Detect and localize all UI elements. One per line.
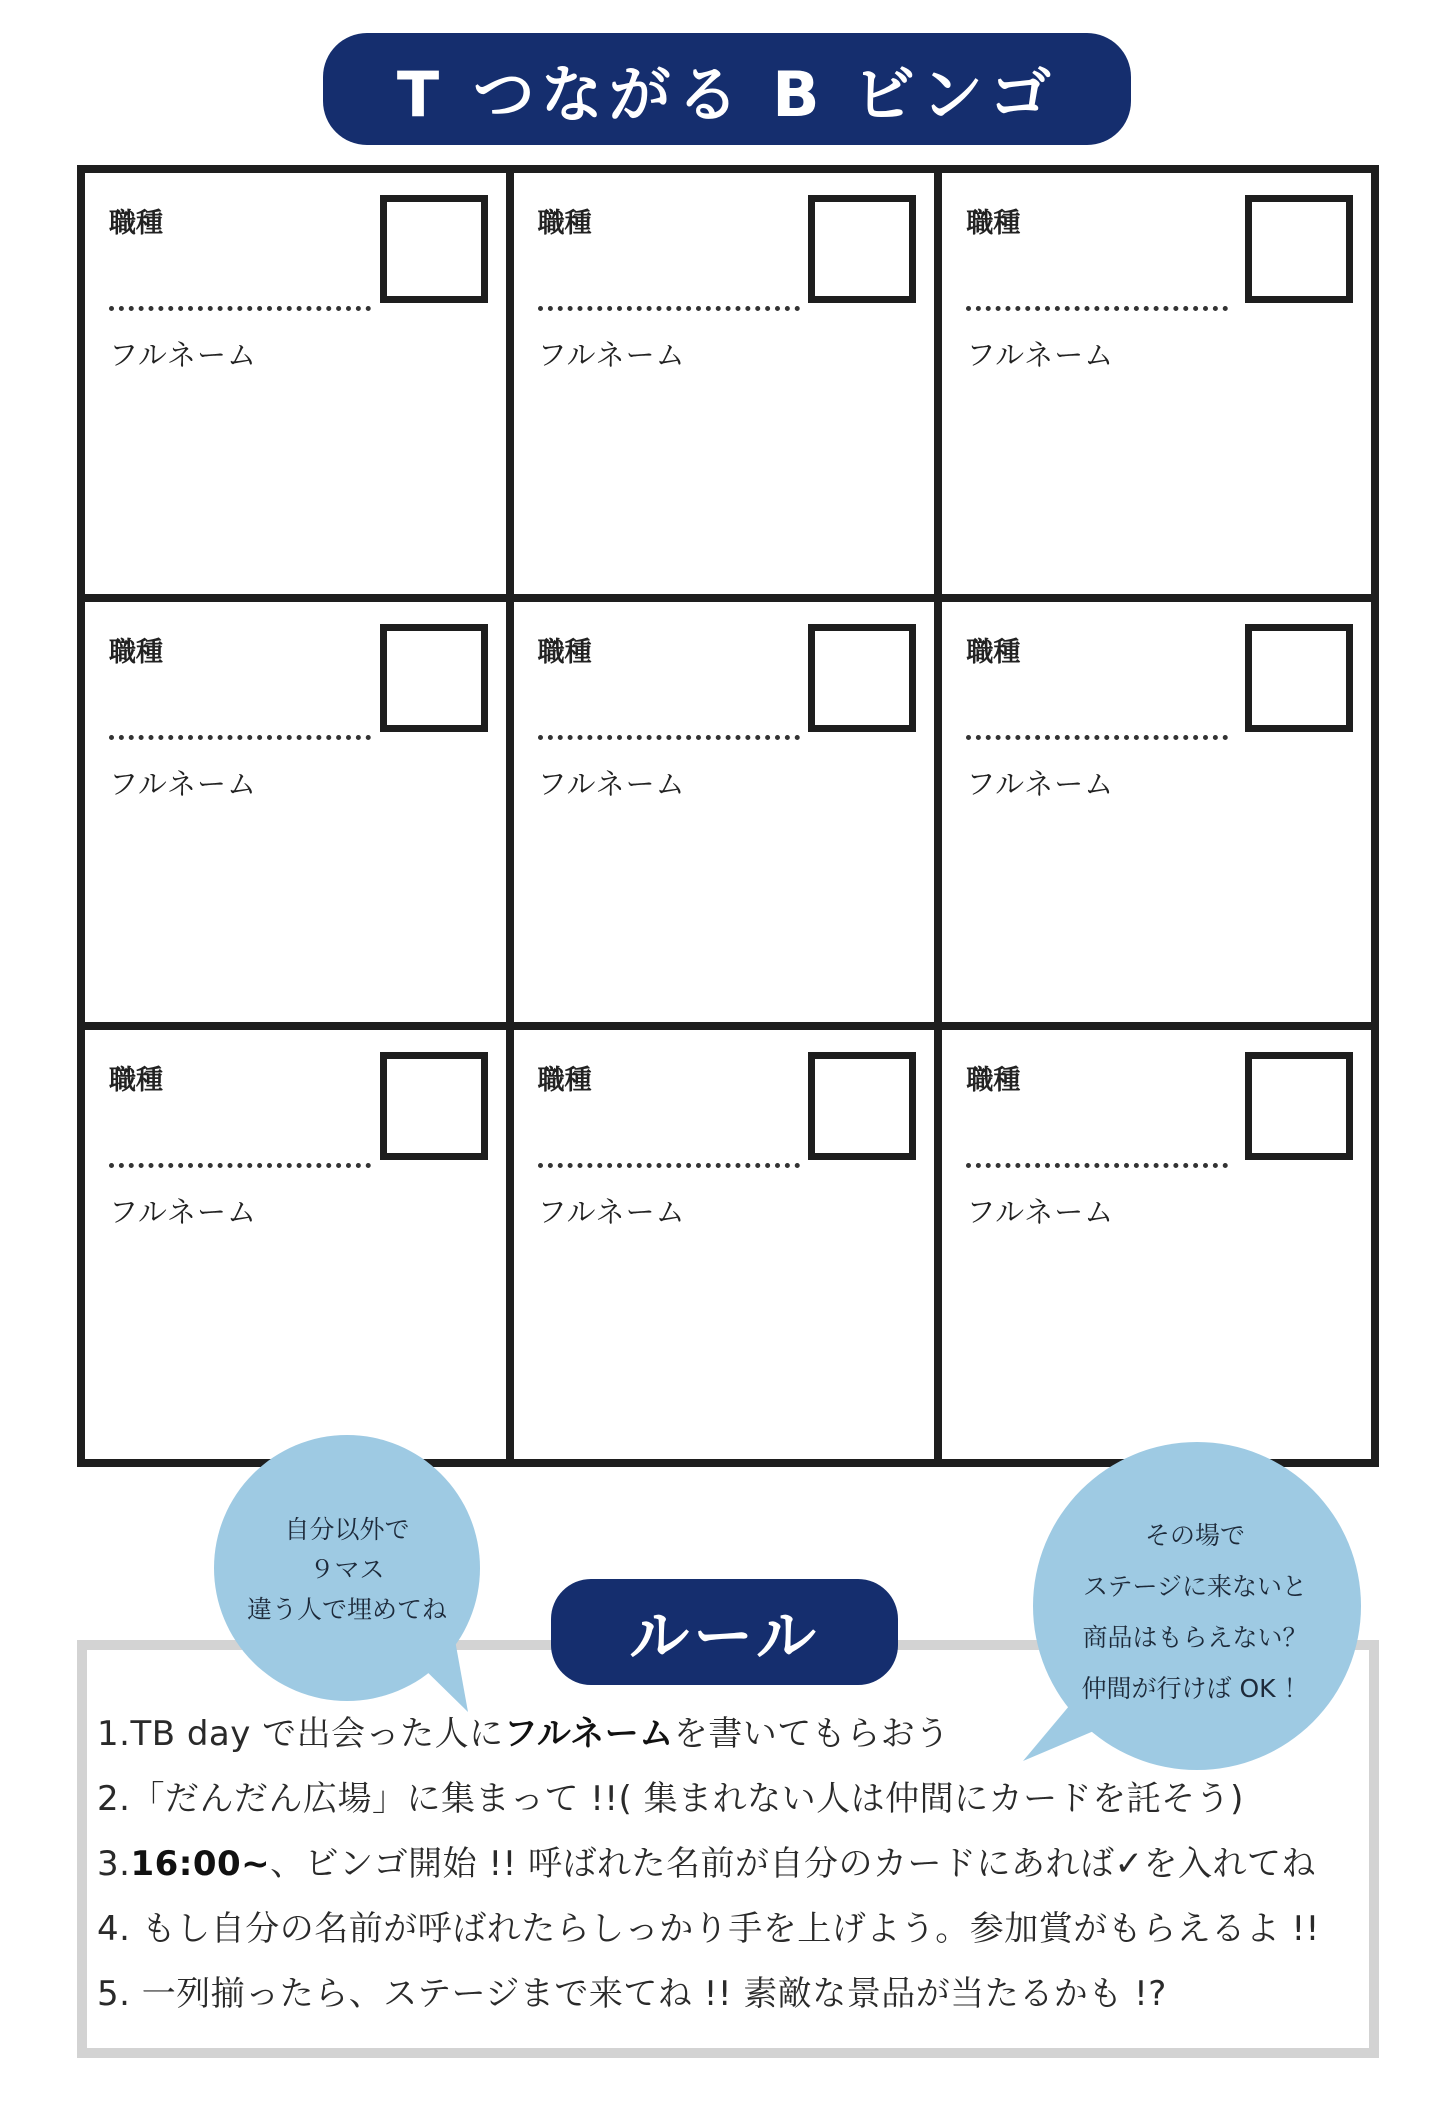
fullname-label: フルネーム — [966, 1195, 1115, 1230]
speech-bubble-left-text: 自分以外で ９マス 違う人で埋めてね — [246, 1515, 447, 1624]
job-label: 職種 — [537, 1065, 592, 1097]
fullname-label: フルネーム — [966, 338, 1115, 372]
job-label: 職種 — [537, 636, 592, 668]
job-label: 職種 — [109, 636, 163, 668]
job-label: 職種 — [966, 636, 1021, 668]
rule-item: 1.TB day で出会った人にフルネームを書いてもらおう — [97, 1714, 950, 1754]
page-title: T つながる B ビンゴ — [396, 57, 1058, 131]
speech-bubble-right-text: その場で ステージに来ないと 商品はもらえない？ 仲間が行けば OK ！ — [1081, 1521, 1309, 1703]
fullname-label: フルネーム — [109, 766, 257, 801]
job-label: 職種 — [109, 208, 163, 239]
rule-item: 4. もし自分の名前が呼ばれたらしっかり手を上げよう。参加賞がもらえるよ !! — [97, 1909, 1320, 1949]
rules-title: ルール — [629, 1602, 820, 1672]
fullname-label: フルネーム — [537, 766, 686, 801]
job-label: 職種 — [966, 1065, 1021, 1097]
fullname-label: フルネーム — [966, 766, 1115, 801]
job-label: 職種 — [966, 208, 1021, 239]
fullname-label: フルネーム — [537, 338, 686, 372]
rule-item: 3.16:00~、ビンゴ開始 !! 呼ばれた名前が自分のカードにあれば✓を入れてね — [97, 1844, 1317, 1884]
job-label: 職種 — [109, 1065, 163, 1097]
rule-item: 5. 一列揃ったら、ステージまで来てね !! 素敵な景品が当たるかも !? — [97, 1974, 1167, 2014]
job-label: 職種 — [537, 208, 592, 239]
fullname-label: フルネーム — [537, 1195, 686, 1230]
fullname-label: フルネーム — [109, 1195, 257, 1230]
fullname-label: フルネーム — [109, 338, 257, 372]
rules-banner — [551, 1579, 898, 1685]
rule-item: 2.「だんだん広場」に集まって !!( 集まれない人は仲間にカードを託そう) — [97, 1779, 1244, 1819]
